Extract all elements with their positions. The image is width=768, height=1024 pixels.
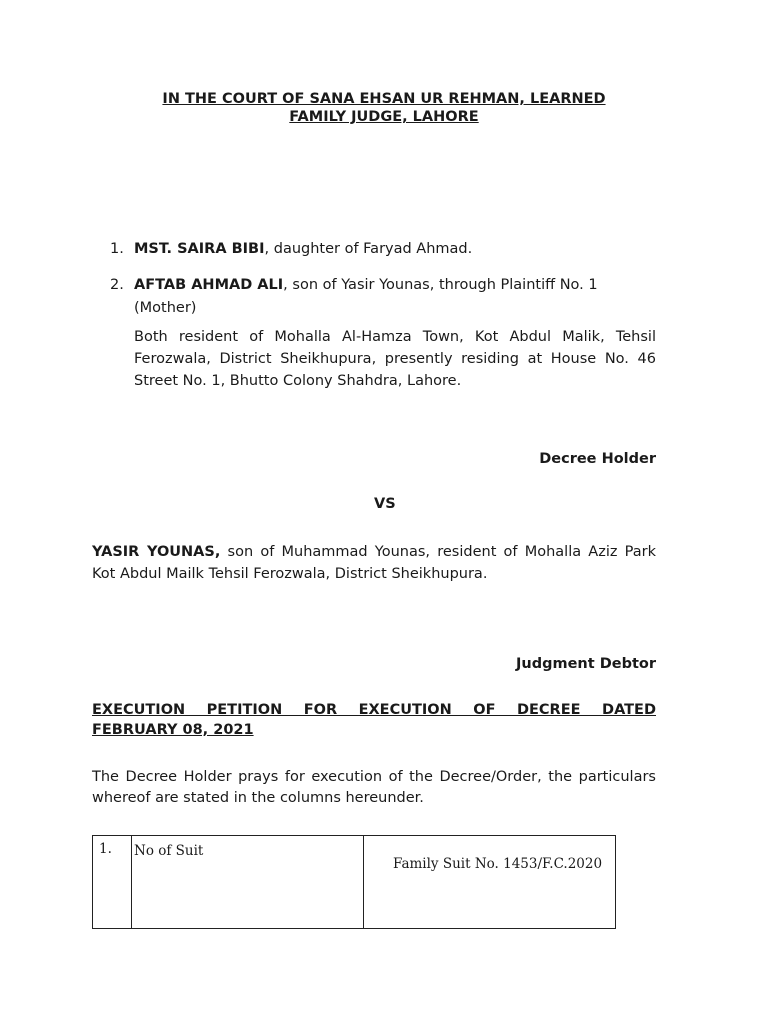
row-number: 1.	[93, 836, 132, 929]
judgment-debtor-label: Judgment Debtor	[515, 656, 656, 672]
petition-title-line2: FEBRUARY 08, 2021	[92, 722, 254, 738]
petition-title-line1: EXECUTION PETITION FOR EXECUTION OF DECREE DATED	[92, 702, 656, 718]
debtor-name: YASIR YOUNAS,	[92, 544, 221, 560]
party-1-number: 1.	[110, 241, 124, 257]
party-2-description-cont: (Mother)	[134, 300, 197, 316]
debtor-description: son of Muhammad Younas, resident of Mohalla Aziz Park Kot Abdul Mailk Tehsil Ferozwala, District Sheikhupura.	[92, 544, 656, 582]
versus-label: VS	[374, 496, 396, 512]
party-2-description: , son of Yasir Younas, through Plaintiff No. 1	[283, 277, 598, 293]
row-label: No of Suit	[132, 836, 364, 929]
prayer-paragraph: The Decree Holder prays for execution of the Decree/Order, the particulars whereof are stated in the columns hereunder.	[92, 769, 656, 806]
court-heading	[92, 90, 676, 126]
table-row	[93, 836, 616, 929]
row-value: Family Suit No. 1453/F.C.2020	[364, 836, 616, 929]
party-2	[110, 274, 656, 320]
party-1-description: , daughter of Faryad Ahmad.	[264, 241, 473, 257]
particulars-table	[92, 835, 616, 929]
party-2-number: 2.	[110, 277, 124, 293]
party-2-name: AFTAB AHMAD ALI	[134, 277, 284, 293]
court-heading-line1: IN THE COURT OF SANA EHSAN UR REHMAN, LEARNED	[162, 91, 606, 107]
party-1-name: MST. SAIRA BIBI	[134, 241, 265, 257]
petition-title	[92, 700, 656, 740]
party-1	[110, 238, 656, 260]
residence-address: Both resident of Mohalla Al-Hamza Town, Kot Abdul Malik, Tehsil Ferozwala, District Sheikhupura, presently residing at House No. 46 Street No. 1, Bhutto Colony Shahdra, Lahore.	[134, 329, 656, 389]
decree-holder-list	[110, 238, 656, 392]
court-heading-line2: FAMILY JUDGE, LAHORE	[289, 109, 479, 125]
judgment-debtor-details	[92, 541, 656, 585]
decree-holder-label: Decree Holder	[539, 451, 656, 467]
